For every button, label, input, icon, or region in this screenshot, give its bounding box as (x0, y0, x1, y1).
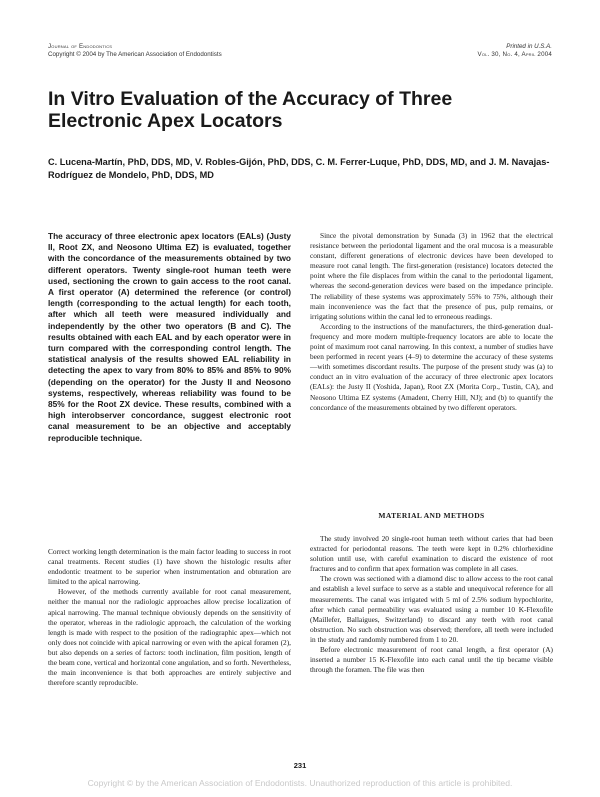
article-title: In Vitro Evaluation of the Accuracy of Three Electronic Apex Locators (48, 88, 453, 132)
body-paragraph: Correct working length determination is the main factor leading to success in root canal treatments. Recent studies (1) have shown the histologic results after endodontic treatment to be superior when instrumentation and obturation are limited to the apical narrowing. (48, 547, 291, 587)
section-heading-methods: MATERIAL AND METHODS (378, 511, 485, 520)
page-number: 231 (293, 761, 307, 770)
journal-name: Journal of Endodontics (48, 43, 113, 50)
body-paragraph: According to the instructions of the manufacturers, the third-generation dual-frequency and more modern multiple-frequency locators are able to locate the point of maximum root canal narrowing. In this context, a number of studies have been performed in recent years (4–9) to determine the accuracy of these systems—with sometimes discordant results. The purpose of the present study was (a) to conduct an in vitro evaluation of the accuracy of three electronic apex locators (EALs): the Justy II (Yoshida, Japan), Root ZX (Morita Corp., Tustin, CA), and Neosono Ultima EZ systems (Amadent, Cherry Hill, NJ); and (b) to quantify the concordance of the measurements obtained by two different operators. (310, 321, 553, 412)
copyright-line: Copyright © 2004 by The American Association of Endodontists (48, 51, 222, 58)
running-header-right (478, 43, 552, 59)
author-list: C. Lucena-Martín, PhD, DDS, MD, V. Robles-Gijón, PhD, DDS, C. M. Ferrer-Luque, PhD, DDS, MD, and J. M. Navajas-Rodríguez de Mondelo, PhD, DDS, MD (48, 157, 550, 180)
running-header-left (48, 43, 222, 59)
volume-line: Vol. 30, No. 4, April 2004 (477, 51, 552, 58)
printed-line: Printed in U.S.A. (506, 43, 552, 50)
abstract: The accuracy of three electronic apex locators (EALs) (Justy II, Root ZX, and Neosono Ultima EZ) is evaluated, together with the concordance of the measurements obtained by two different operators. Twenty single-root human teeth were used, sectioning the crown to gain access to the root canal. A first operator (A) determined the reference (or control) length (corresponding to the actual length) for each tooth, after which all teeth were measured individually and independently by the other two operators (B and C). The results obtained with each EAL and by each operator were in turn compared with the corresponding control length. The statistical analysis of the results showed EAL reliability in detecting the apex to vary from 80% to 85% and 85% to 90% (depending on the operator) for the Justy II and Neosono systems, respectively, whereas reliability was found to be 85% for the Root ZX device. These results, combined with a high interobserver concordance, suggest electronic root canal measurement to be an objective and acceptably reproducible technique. (48, 231, 291, 443)
body-right-column-bottom (310, 534, 553, 675)
body-paragraph: The study involved 20 single-root human teeth without caries that had been extracted for periodontal reasons. The teeth were kept in 0.2% chlorhexidine solution until use, with careful examination to discard the existence of root fractures and to confirm that apex formation was complete in all cases. (310, 534, 553, 574)
body-paragraph: Since the pivotal demonstration by Sunada (3) in 1962 that the electrical resistance between the periodontal ligament and the oral mucosa is a measurable constant, different generations of electronic devices have been developed to measure root canal length. The first-generation (resistance) locators detected the point where the file displaces from within the canal to the periodontal ligament, whereas the second-generation devices were based on the impedance principle. The reliability of these systems was approximately 55% to 75%, although their main inconvenience was the fact that the presence of pus, pulp remains, or irrigating solutions within the canal led to erroneous readings. (310, 231, 553, 321)
body-paragraph: However, of the methods currently available for root canal measurement, neither the manual nor the radiologic approaches allow precise localization of apical narrowing. The manual technique obviously depends on the sensitivity of the operator, whereas in the radiologic approach, the calculation of the working length is made with respect to the position of the radiographic apex—which not only does not coincide with apical narrowing or even with the apical foramen (2), but also depends on a series of factors: tooth inclination, film position, length of the beam cone, vertical and horizontal cone angulation, and so forth. Nevertheless, the main inconvenience is that both approaches are entirely subjective and therefore scantly reproducible. (48, 587, 291, 688)
body-right-column-top (310, 231, 553, 413)
body-left-column (48, 547, 291, 688)
copyright-watermark: Copyright © by the American Association of Endodontists. Unauthorized reproduction of this article is prohibited. (87, 778, 513, 788)
body-paragraph: The crown was sectioned with a diamond disc to allow access to the root canal and establish a level surface to serve as a stable and unequivocal reference for all measurements. The canal was irrigated with 5 ml of 2.5% sodium hypochlorite, after which canal permeability was evaluated using a number 10 K-Flexofile (Maillefer, Ballaigues, Switzerland) to discard any teeth with root canal obstruction. No such obstruction was observed; therefore, all teeth were included in the study and randomly numbered from 1 to 20. (310, 574, 553, 644)
body-paragraph: Before electronic measurement of root canal length, a first operator (A) inserted a number 15 K-Flexofile into each canal until the tip became visible through the foramen. The file was then (310, 645, 553, 675)
